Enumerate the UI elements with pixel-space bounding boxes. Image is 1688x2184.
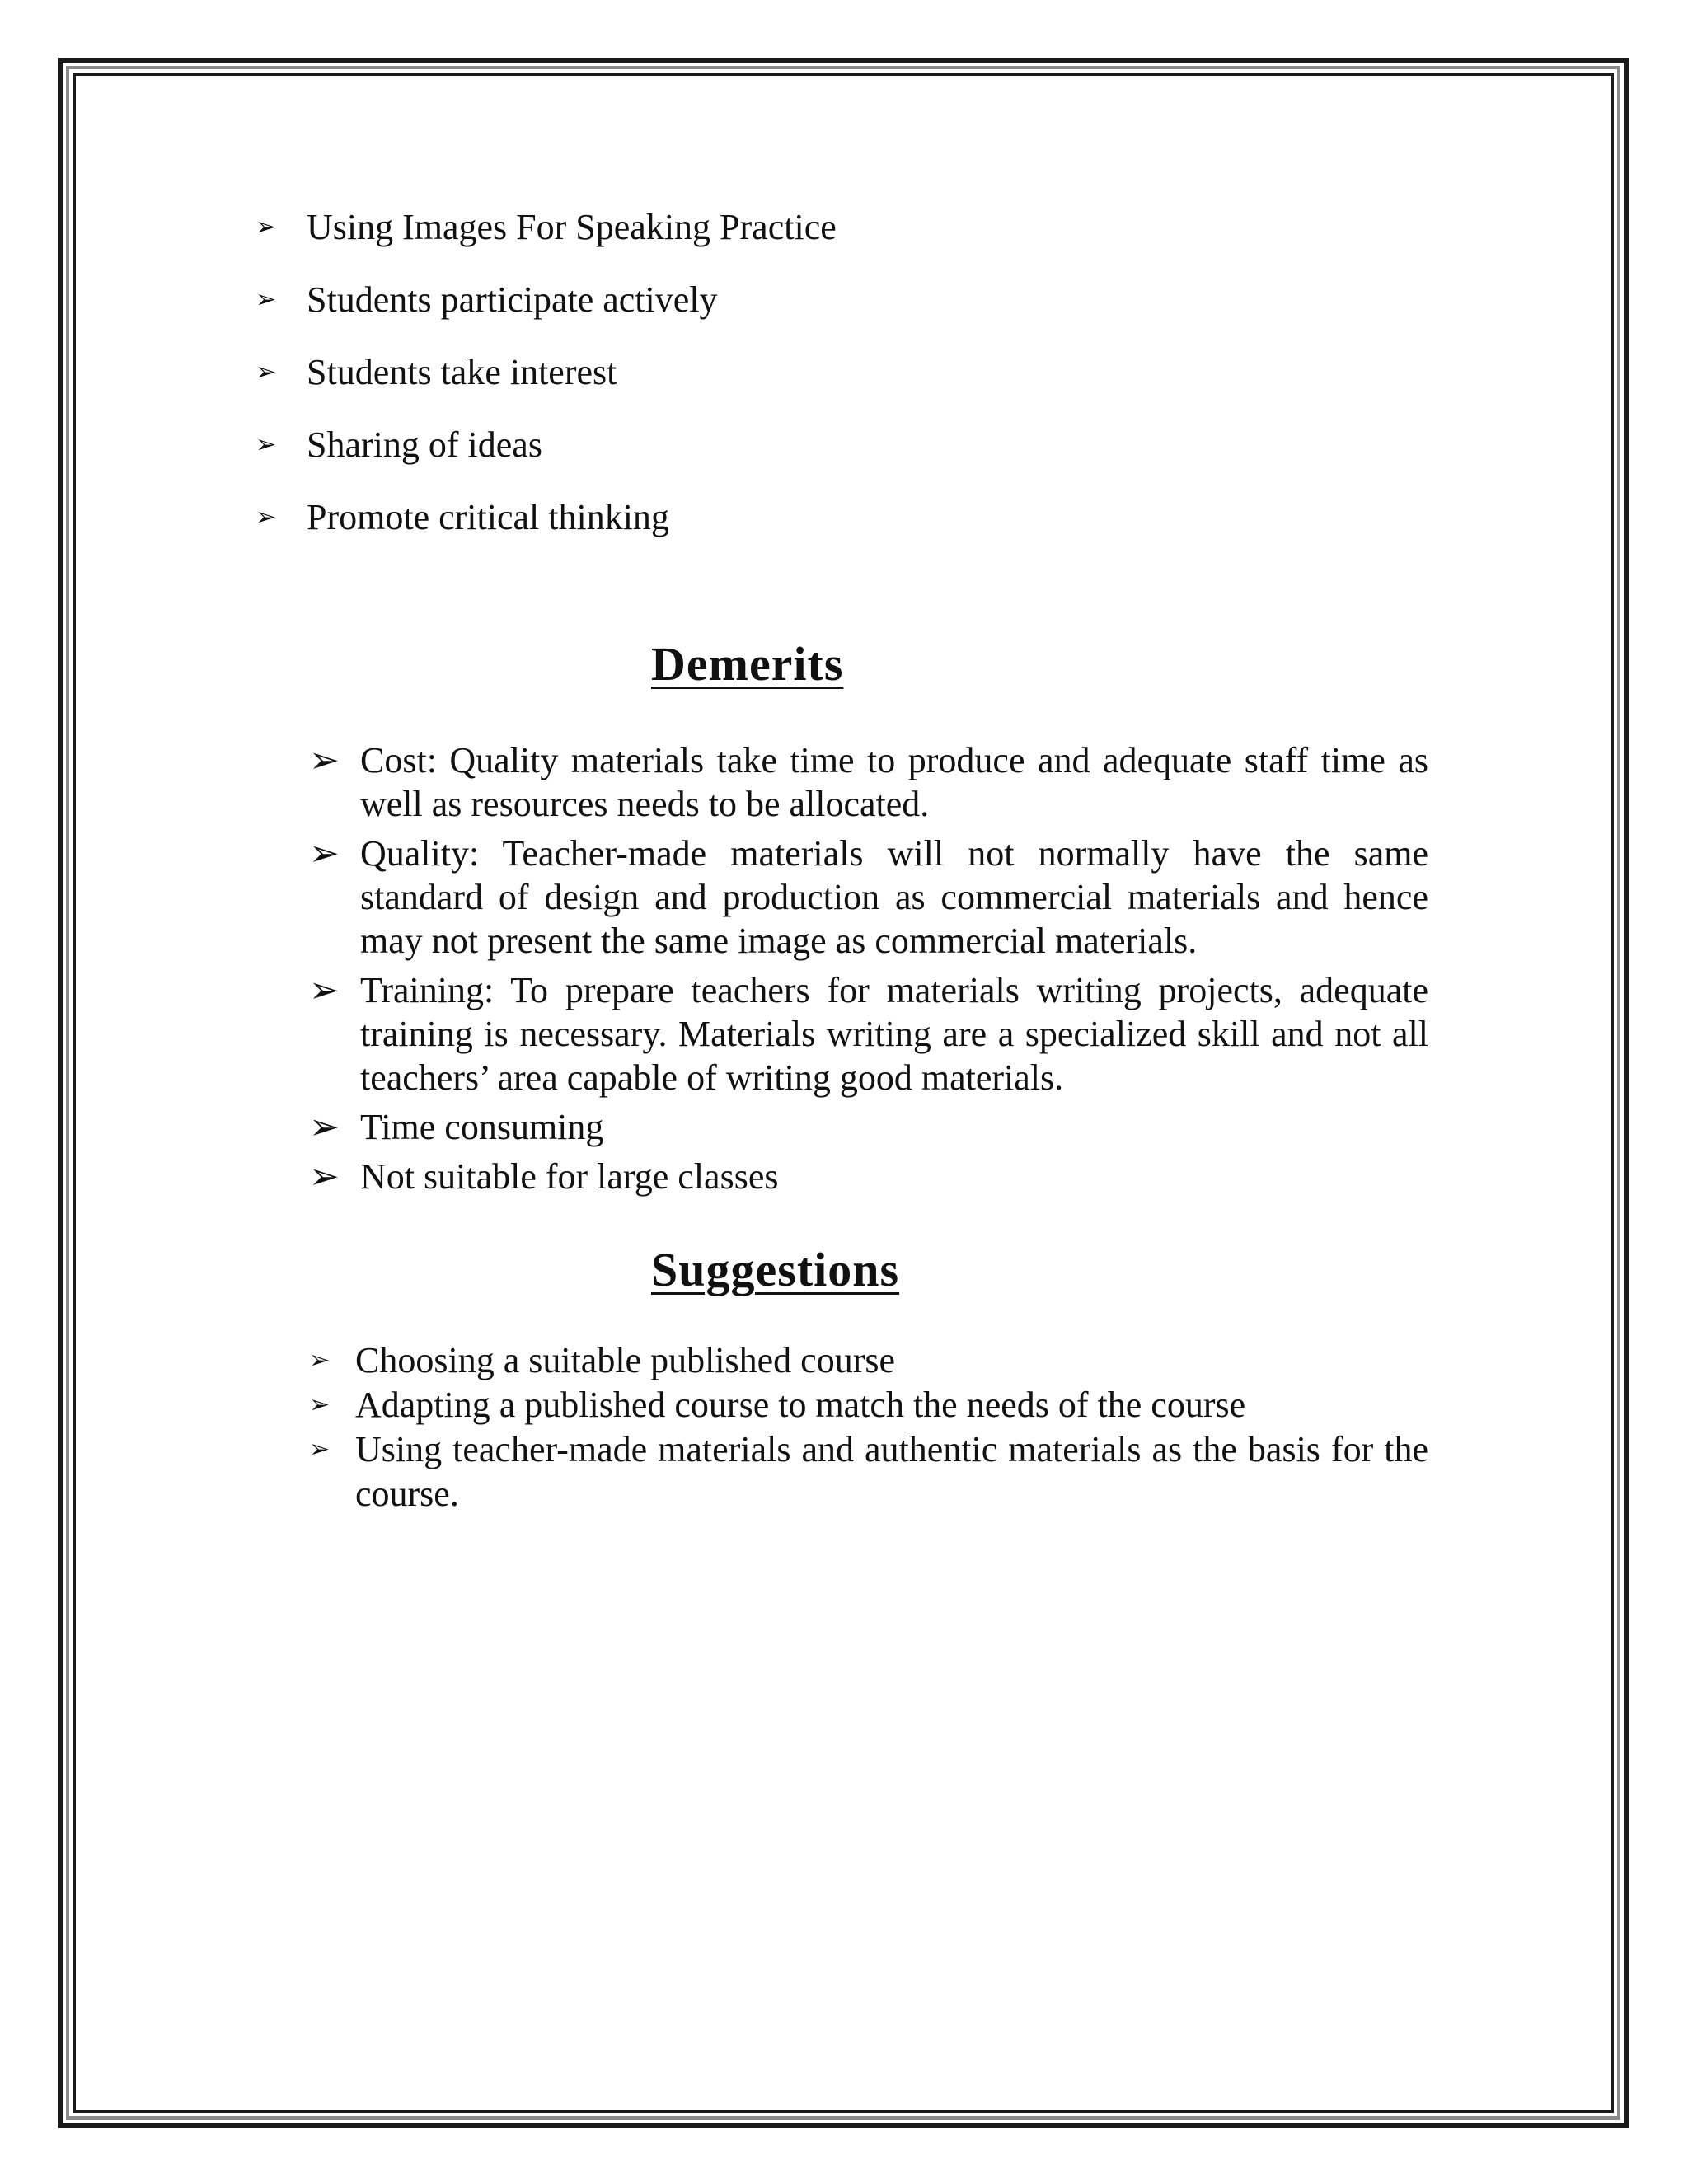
list-item-text: Cost: Quality materials take time to produce and adequate staff time as well as resources needs to be allocated. xyxy=(360,740,1428,824)
arrow-bullet-icon: ➢ xyxy=(309,832,340,874)
arrow-bullet-icon: ➢ xyxy=(309,739,340,781)
list-item xyxy=(256,488,837,560)
list-item xyxy=(309,738,1428,826)
list-item xyxy=(309,1338,1428,1383)
list-item-text: Training: To prepare teachers for materials writing projects, adequate training is necessary. Materials writing are a specialized skill and not all teachers’ area capable of writing good materials. xyxy=(360,970,1428,1098)
arrow-bullet-icon: ➢ xyxy=(309,1391,331,1418)
list-item-text: Promote critical thinking xyxy=(307,497,669,537)
list-item-text: Students take interest xyxy=(307,352,617,392)
arrow-bullet-icon: ➢ xyxy=(309,1106,340,1148)
suggestions-heading: Suggestions xyxy=(651,1243,900,1296)
list-item-text: Time consuming xyxy=(360,1107,604,1147)
list-item-text: Choosing a suitable published course xyxy=(355,1340,896,1380)
list-item-text: Adapting a published course to match the needs of the course xyxy=(355,1385,1246,1425)
merits-list xyxy=(256,198,837,560)
list-item xyxy=(309,1427,1428,1516)
list-item-text: Quality: Teacher-made materials will not normally have the same standard of design and production as commercial materials and hence may not present the same image as commercial materials. xyxy=(360,833,1428,961)
arrow-bullet-icon: ➢ xyxy=(256,359,277,386)
list-item xyxy=(309,1155,1428,1198)
arrow-bullet-icon: ➢ xyxy=(256,431,277,458)
list-item xyxy=(309,832,1428,963)
arrow-bullet-icon: ➢ xyxy=(309,969,340,1011)
list-item xyxy=(256,270,837,343)
list-item-text: Students participate actively xyxy=(307,279,718,320)
list-item xyxy=(309,1383,1428,1427)
list-item-text: Not suitable for large classes xyxy=(360,1156,779,1197)
list-item xyxy=(256,198,837,270)
list-item xyxy=(309,968,1428,1099)
list-item xyxy=(256,343,837,415)
arrow-bullet-icon: ➢ xyxy=(256,213,277,241)
arrow-bullet-icon: ➢ xyxy=(309,1436,331,1463)
list-item xyxy=(256,415,837,488)
list-item-text: Using teacher-made materials and authentic materials as the basis for the course. xyxy=(355,1429,1428,1514)
demerits-list xyxy=(309,738,1428,1204)
arrow-bullet-icon: ➢ xyxy=(309,1155,340,1197)
suggestions-list xyxy=(309,1338,1428,1516)
list-item-text: Using Images For Speaking Practice xyxy=(307,207,837,247)
list-item xyxy=(309,1105,1428,1149)
arrow-bullet-icon: ➢ xyxy=(256,286,277,313)
arrow-bullet-icon: ➢ xyxy=(256,504,277,531)
list-item-text: Sharing of ideas xyxy=(307,424,542,465)
arrow-bullet-icon: ➢ xyxy=(309,1347,331,1374)
demerits-heading: Demerits xyxy=(651,637,844,691)
